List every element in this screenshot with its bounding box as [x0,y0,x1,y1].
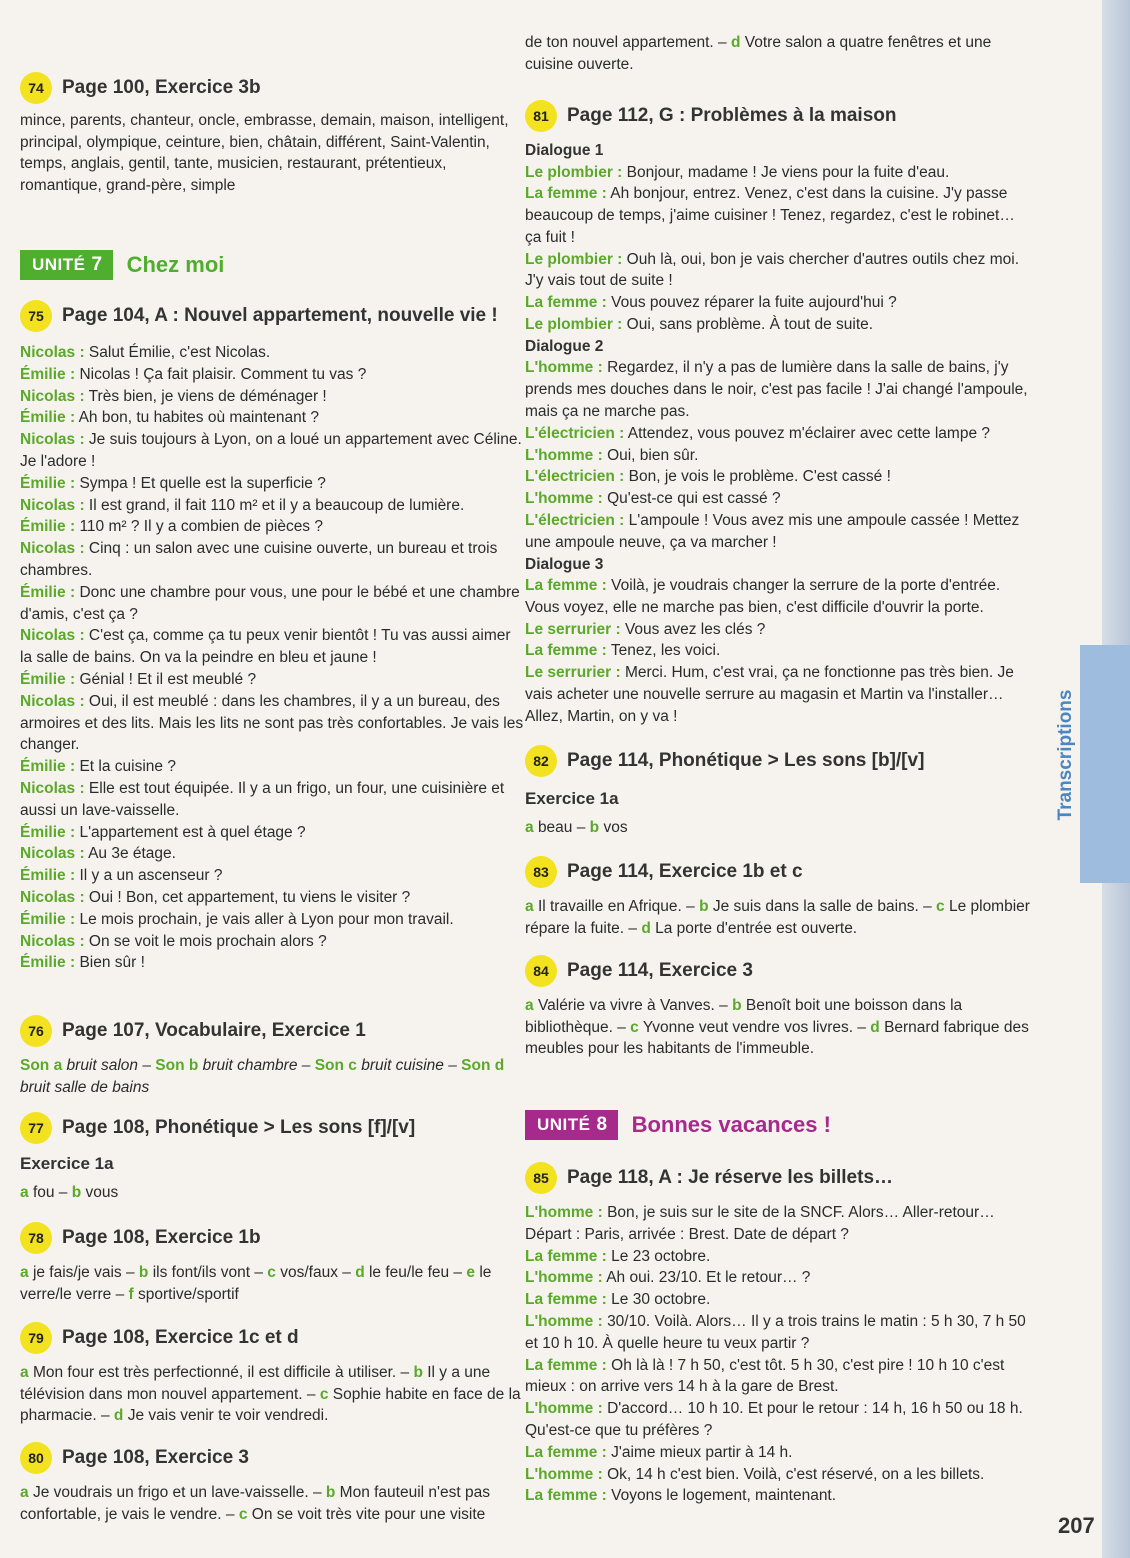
exercise-subtitle: Exercice 1a [525,789,619,808]
page-number: 207 [1058,1513,1095,1538]
dialogue-1-title: Dialogue 1 [525,142,604,159]
item-text: Mon four est très perfectionné, il est difficile à utiliser. – [32,1364,410,1381]
dialogue-line [525,1289,1030,1311]
letter-b: b [589,819,600,836]
dialogue-text: Le 30 octobre. [611,1291,711,1309]
answer-text [525,32,1030,75]
dialogue-line [20,691,525,756]
speaker-name: Nicolas : [20,932,85,950]
unit-badge [525,1110,618,1140]
unit-number: 7 [91,254,103,275]
section-79 [20,1322,525,1427]
item-text: Le plombier répare la fuite. – [525,898,1030,937]
dialogue-text: 110 m² ? Il y a combien de pièces ? [79,518,323,536]
dialogue-text: Salut Émilie, c'est Nicolas. [88,344,271,361]
dialogue-line [20,429,525,473]
speaker-name: Émilie : [20,518,76,536]
speaker-name: Le plombier : [525,250,623,268]
letter-a: a [20,1184,29,1201]
speaker-name: Émilie : [20,670,76,688]
section-number: 78 [20,1222,52,1254]
section-number: 77 [20,1112,52,1144]
section-title: Page 100, Exercice 3b [62,77,261,99]
dialogue-text: Attendez, vous pouvez m'éclairer avec cette lampe ? [627,424,990,442]
answer-text [20,1262,525,1305]
unit-7-header [20,250,525,280]
dialogue-text: Le 23 octobre. [611,1247,711,1265]
speaker-name: Nicolas : [20,845,85,863]
dialogue-line [20,756,525,778]
dialogue-text: Bon, je vois le problème. C'est cassé ! [628,468,891,486]
answer-text [525,995,1030,1060]
dialogue-line [525,445,1030,467]
unit-title: Bonnes vacances ! [631,1112,831,1137]
item-letter: d [113,1407,124,1424]
dialogue-text: Oui, il est meublé : dans les chambres, il y a un bureau, des armoires et des lits. Mais les lits ne sont pas très confortables. Je vais les changer. [20,692,524,754]
dialogue-text: Merci. Hum, c'est vrai, ça ne fonctionne pas très bien. Je vais acheter une nouvelle serrure au magasin et Martin va l'installer… Allez, Martin, on y va ! [525,664,1014,725]
dialogue-line [20,822,525,844]
dialogue-line [20,843,525,865]
item-text: Benoît boit une boisson dans la bibliothèque. – [525,997,963,1036]
item-letter: e [466,1264,475,1281]
section-title: Page 107, Vocabulaire, Exercice 1 [62,1020,366,1042]
word-son: Son [20,1057,50,1074]
dialogue-line [20,582,525,626]
section-78 [20,1222,525,1305]
dialogue-line [525,1267,1030,1289]
speaker-name: Émilie : [20,758,76,776]
dialogue-text: L'ampoule ! Vous avez mis une ampoule cassée ! Mettez une ampoule neuve, ça va marcher ! [525,511,1020,551]
dialogue-line [20,495,525,517]
item-text: le feu/le feu – [368,1264,463,1281]
dialogue-line [20,407,525,429]
dialogue-line [20,386,525,408]
dialogue-line [525,1398,1030,1442]
dialogue-text: Ah oui. 23/10. Et le retour… ? [606,1269,811,1287]
dialogue-line [525,314,1030,336]
speaker-name: Émilie : [20,409,76,427]
speaker-name: La femme : [525,185,607,203]
item-letter: d [870,1018,880,1036]
dialogue-2 [525,357,1030,553]
section-81 [525,100,1030,728]
dialogue-text: Nicolas ! Ça fait plaisir. Comment tu vas ? [79,365,367,383]
section-74 [20,72,525,196]
item-text: vos/faux – [280,1264,351,1281]
speaker-name: L'électricien : [525,511,625,529]
section-number: 82 [525,745,557,777]
item-b: vous [85,1184,119,1201]
dialogue-line [525,183,1030,248]
item-text: Valérie va vivre à Vanves. – [537,997,728,1014]
unit-8-header [525,1110,1030,1140]
dialogue-text: Au 3e étage. [88,845,176,863]
dialogue-text: Donc une chambre pour vous, une pour le bébé et une chambre d'amis, c'est ça ? [20,583,520,623]
dialogue-line [525,619,1030,641]
dialogue-text: Oui, sans problème. À tout de suite. [626,316,874,334]
speaker-name: L'homme : [525,1204,603,1221]
dialogue-text: Je suis toujours à Lyon, on a loué un appartement avec Céline. Je l'adore ! [20,431,522,470]
section-number: 80 [20,1442,52,1474]
section-number: 79 [20,1322,52,1354]
dialogue-text: Voilà, je voudrais changer la serrure de la porte d'entrée. Vous voyez, elle ne marche pas bien, c'est difficile d'ouvrir la porte. [525,577,1001,616]
dialogue-line [525,640,1030,662]
item-letter: d [355,1264,365,1281]
item-d: Votre salon a quatre fenêtres et une cuisine ouverte. [525,34,992,73]
dialogue-line [20,342,525,364]
item-letter: c [267,1264,276,1281]
speaker-name: L'homme : [525,359,603,377]
item-letter: c [238,1505,248,1523]
dialogue-text: Cinq : un salon avec une cuisine ouverte, un bureau et trois chambres. [20,540,498,579]
section-82 [525,745,1030,839]
letter-a: a [53,1057,63,1074]
item-letter: b [138,1264,149,1281]
speaker-name: La femme : [525,1356,607,1374]
item-text: Sophie habite en face de la pharmacie. – [20,1385,521,1424]
speaker-name: Émilie : [20,823,76,841]
item-letter: d [641,919,651,937]
section-number: 84 [525,955,557,987]
dialogue-text: Oh là là ! 7 h 50, c'est tôt. 5 h 30, c'est pire ! 10 h 10 c'est mieux : on arrive vers 14 h à la gare de Brest. [525,1356,1005,1396]
item-text: On se voit très vite pour une visite [251,1505,486,1523]
speaker-name: La femme : [525,577,607,595]
speaker-name: Émilie : [20,910,76,928]
dialogue-text: Génial ! Et il est meublé ? [79,670,257,688]
item-text: Je suis dans la salle de bains. – [712,898,932,915]
item-text: Mon fauteuil n'est pas confortable, je vais le vendre. – [20,1484,490,1523]
dialogue-line [525,510,1030,554]
dialogue-text: Le mois prochain, je vais aller à Lyon pour mon travail. [79,910,454,928]
section-title: Page 104, A : Nouvel appartement, nouvelle vie ! [62,305,498,327]
item-letter: a [525,997,534,1014]
speaker-name: Émilie : [20,583,76,601]
section-number: 76 [20,1015,52,1047]
section-title: Page 112, G : Problèmes à la maison [567,105,897,127]
side-tab [1080,645,1130,883]
dialogue-text: Ah bon, tu habites où maintenant ? [78,409,320,427]
section-title: Page 108, Exercice 3 [62,1447,249,1469]
dialogue-text: J'aime mieux partir à 14 h. [611,1443,793,1461]
dialogue-text: Ouh là, oui, bon je vais chercher d'autres outils chez moi. J'y vais tout de suite ! [525,250,1020,290]
dialogue-line [525,249,1030,293]
dialogue-text: Oui, bien sûr. [607,446,699,464]
item-a: fou – [32,1184,68,1201]
item-text: le verre/le verre – [20,1264,492,1303]
speaker-name: La femme : [525,1487,607,1505]
section-title: Page 108, Exercice 1c et d [62,1327,299,1349]
dialogue-line [525,1442,1030,1464]
dialogue-line [20,778,525,822]
dialogue-text: Vous pouvez réparer la fuite aujourd'hui ? [611,294,897,312]
item-text: Il y a une télévision dans mon nouvel appartement. – [20,1364,491,1403]
item-letter: a [525,898,534,915]
dialogue-1 [525,162,1030,336]
speaker-name: Nicolas : [20,692,85,710]
item-text: Je vais venir te voir vendredi. [127,1407,329,1424]
dialogue-text: Ok, 14 h c'est bien. Voilà, c'est réservé, on a les billets. [607,1465,985,1483]
section-80-continued [525,32,1030,75]
dialogue-text: Bonjour, madame ! Je viens pour la fuite d'eau. [626,163,950,181]
dialogue-text: Il y a un ascenseur ? [79,867,223,885]
item-a: beau – [537,819,586,836]
unit-label: UNITÉ [32,255,86,274]
speaker-name: Le serrurier : [525,620,621,638]
speaker-name: L'homme : [525,490,603,508]
dialogue-text: Sympa ! Et quelle est la superficie ? [79,474,326,492]
dialogue-line [20,364,525,386]
dialogue-line [20,516,525,538]
dialogue-line [20,625,525,669]
dialogue-line [20,669,525,691]
item-text: je fais/je vais – [32,1264,135,1281]
dialogue-line [525,1464,1030,1486]
dialogue-line [20,538,525,582]
dialogue-line [525,488,1030,510]
item-letter: b [699,898,709,915]
speaker-name: La femme : [525,1247,607,1265]
item-letter: a [20,1364,29,1381]
item-c-end: de ton nouvel appartement. – [525,34,727,51]
item-letter: b [413,1364,423,1381]
word-son: Son [461,1057,491,1074]
letter-a: a [525,819,534,836]
unit-label: UNITÉ [537,1115,591,1134]
item-a: bruit salon – [66,1057,151,1074]
dialogue-line [20,865,525,887]
dialogue-text: Et la cuisine ? [79,758,176,776]
item-letter: c [630,1018,639,1036]
letter-b: b [71,1184,82,1201]
letter-d: d [730,34,741,51]
item-d: bruit salle de bains [20,1078,150,1096]
dialogue-line [20,931,525,953]
dialogue-text: Très bien, je viens de déménager ! [88,387,327,405]
section-84 [525,955,1030,1060]
dialogue-text: Oui ! Bon, cet appartement, tu viens le visiter ? [88,888,411,906]
item-text: Il travaille en Afrique. – [537,898,695,915]
speaker-name: La femme : [525,294,607,312]
dialogue-text: D'accord… 10 h 10. Et pour le retour : 14 h, 16 h 50 ou 18 h. Qu'est-ce que tu préfères ? [525,1400,1023,1439]
speaker-name: Le plombier : [525,163,623,181]
speaker-name: Nicolas : [20,431,85,449]
speaker-name: L'homme : [525,1312,603,1330]
dialogue-line [525,162,1030,184]
answer-text [20,1482,525,1525]
dialogue-line [525,662,1030,727]
item-text: Je voudrais un frigo et un lave-vaisselle. – [32,1484,322,1501]
unit-number: 8 [596,1114,608,1135]
dialogue-line [525,1355,1030,1399]
dialogue-text: Bien sûr ! [79,954,145,972]
dialogue-line [20,952,525,974]
speaker-name: Émilie : [20,365,76,383]
dialogue-text: C'est ça, comme ça tu peux venir bientôt ! Tu vas aussi aimer la salle de bains. On va la peindre en bleu et jaune ! [20,627,511,667]
speaker-name: Nicolas : [20,496,85,514]
item-letter: f [128,1285,134,1303]
item-c: bruit cuisine – [361,1057,457,1074]
side-tab-label: Transcriptions [1055,689,1076,821]
speaker-name: Nicolas : [20,627,85,645]
dialogue-line [20,909,525,931]
section-80 [20,1442,525,1525]
section-title: Page 114, Exercice 3 [567,960,753,982]
speaker-name: L'électricien : [525,468,625,486]
speaker-name: Nicolas : [20,387,85,405]
answer-text [20,1182,525,1204]
section-number: 74 [20,72,52,104]
section-number: 85 [525,1162,557,1194]
letter-c: c [348,1057,357,1074]
dialogue-line [20,473,525,495]
section-title: Page 108, Phonétique > Les sons [f]/[v] [62,1117,416,1139]
section-number: 83 [525,856,557,888]
dialogue-text: Regardez, il n'y a pas de lumière dans la salle de bains, j'y prends mes douches dans le noir, c'est pas facile ! J'ai changé l'ampoule, mais ça ne marche pas. [525,359,1028,420]
dialogue-text: Tenez, les voici. [610,642,721,660]
dialogue-3 [525,575,1030,728]
section-77 [20,1112,525,1204]
dialogue-line [525,1246,1030,1268]
exercise-subtitle: Exercice 1a [20,1154,114,1173]
word-list: mince, parents, chanteur, oncle, embrasse, demain, maison, intelligent, principal, olympique, ceinture, bien, châtain, différent, Saint-Valentin, temps, anglais, gentil, tante, musicien, restaurant, prétentieux, romantique, grand-père, simple [20,112,509,194]
item-text: Yvonne veut vendre vos livres. – [642,1018,866,1036]
dialogue-text: Qu'est-ce qui est cassé ? [607,490,781,508]
section-title: Page 118, A : Je réserve les billets… [567,1167,894,1189]
dialogue-text: 30/10. Voilà. Alors… Il y a trois trains le matin : 5 h 30, 7 h 50 et 10 h 10. À quelle heure tu veux partir ? [525,1312,1026,1352]
speaker-name: La femme : [525,1291,607,1309]
section-83 [525,856,1030,939]
speaker-name: L'homme : [525,1400,603,1418]
item-letter: b [732,997,742,1014]
dialogue-line [20,887,525,909]
speaker-name: Émilie : [20,867,76,885]
item-letter: c [936,898,945,915]
dialogue-text: On se voit le mois prochain alors ? [88,932,327,950]
item-letter: c [319,1385,329,1403]
dialogue-line [525,1202,1030,1246]
letter-d: d [494,1057,505,1074]
dialogue-text: Il est grand, il fait 110 m² et il y a beaucoup de lumière. [88,496,465,514]
answer-text [525,896,1030,939]
speaker-name: L'homme : [525,1465,603,1483]
dialogue-text: Voyons le logement, maintenant. [611,1487,837,1505]
speaker-name: Le serrurier : [525,664,621,682]
speaker-name: La femme : [525,642,607,660]
speaker-name: Nicolas : [20,888,85,906]
dialogue [525,1202,1030,1507]
item-b: bruit chambre – [202,1057,311,1074]
letter-b: b [188,1057,199,1074]
section-title: Page 114, Phonétique > Les sons [b]/[v] [567,750,925,772]
dialogue-line [525,1485,1030,1507]
item-letter: b [325,1484,336,1501]
unit-title: Chez moi [126,252,225,277]
dialogue-3-title: Dialogue 3 [525,555,604,573]
section-title: Page 108, Exercice 1b [62,1227,261,1249]
item-letter: a [20,1484,29,1501]
dialogue-2-title: Dialogue 2 [525,337,604,355]
dialogue-line [525,466,1030,488]
item-text: La porte d'entrée est ouverte. [655,919,858,937]
section-number: 81 [525,100,557,132]
speaker-name: Nicolas : [20,344,85,361]
item-letter: a [20,1264,29,1281]
section-title: Page 114, Exercice 1b et c [567,861,803,883]
dialogue-line [525,1311,1030,1355]
answer-text [20,1055,525,1098]
speaker-name: Émilie : [20,954,76,972]
item-text: Bernard fabrique des meubles pour les habitants de l'immeuble. [525,1018,1029,1057]
item-b: vos [603,819,628,836]
section-75 [20,300,525,974]
speaker-name: La femme : [525,1443,607,1461]
item-text: sportive/sportif [138,1285,239,1303]
speaker-name: L'homme : [525,1269,603,1287]
section-85 [525,1162,1030,1507]
dialogue-text: Ah bonjour, entrez. Venez, c'est dans la cuisine. J'y passe beaucoup de temps, j'aime cuisiner ! Tenez, regardez, c'est le robinet… ça fuit ! [525,185,1015,246]
dialogue-text: L'appartement est à quel étage ? [79,823,306,841]
section-76 [20,1015,525,1098]
speaker-name: L'électricien : [525,424,625,442]
dialogue-text: Bon, je suis sur le site de la SNCF. Alors… Aller-retour… Départ : Paris, arrivée : Brest. Date de départ ? [525,1204,995,1243]
answer-text [20,1362,525,1427]
word-son: Son [314,1057,344,1074]
dialogue-line [525,423,1030,445]
item-text: ils font/ils vont – [152,1264,263,1281]
dialogue-text: Vous avez les clés ? [624,620,766,638]
section-number: 75 [20,300,52,332]
dialogue [20,342,525,974]
dialogue-text: Elle est tout équipée. Il y a un frigo, un four, une cuisinière et aussi un lave-vaisselle. [20,779,505,819]
speaker-name: L'homme : [525,446,603,464]
answer-text [525,817,1030,839]
speaker-name: Le plombier : [525,316,623,334]
speaker-name: Nicolas : [20,779,85,797]
unit-badge [20,250,113,280]
word-son: Son [155,1057,185,1074]
speaker-name: Émilie : [20,474,76,492]
dialogue-line [525,357,1030,422]
dialogue-line [525,575,1030,619]
speaker-name: Nicolas : [20,540,85,558]
dialogue-line [525,292,1030,314]
